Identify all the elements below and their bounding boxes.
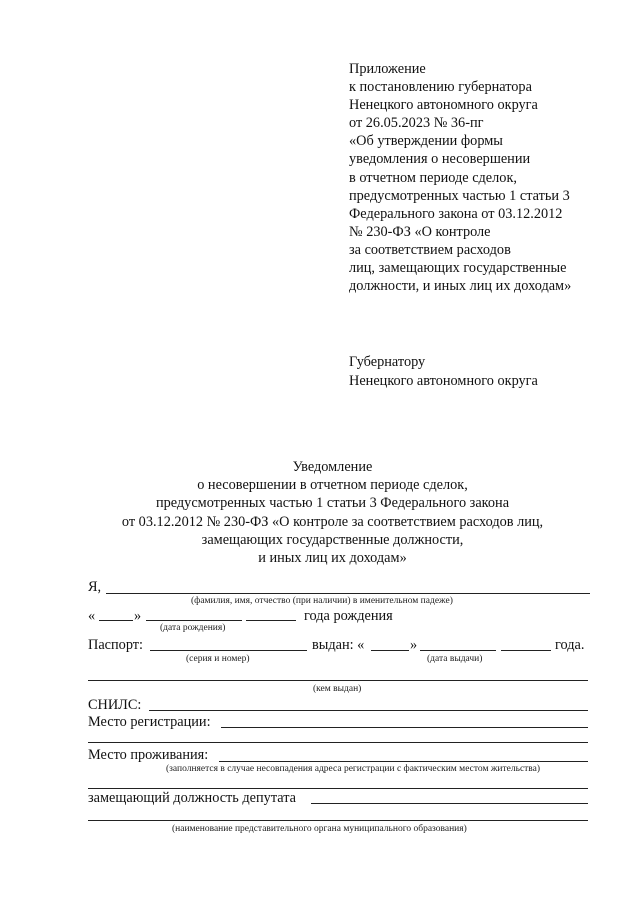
i-label: Я, <box>88 579 102 595</box>
issue-month-field[interactable] <box>420 650 496 651</box>
addressee-line: Ненецкого автономного округа <box>349 372 538 389</box>
notice-title-line: от 03.12.2012 № 230-ФЗ «О контроле за соответствием расходов лиц, <box>121 513 544 530</box>
notice-title-line: и иных лиц их доходам» <box>258 550 407 567</box>
org-caption: (наименование представительного органа муниципального образования) <box>172 824 467 834</box>
appendix-line: за соответствием расходов <box>349 241 511 258</box>
issued-quote-close: » <box>410 637 418 653</box>
fio-caption: (фамилия, имя, отчество (при наличии) в именительном падеже) <box>191 596 453 606</box>
appendix-line: № 230-ФЗ «О контроле <box>349 223 491 240</box>
notice-title <box>80 458 585 567</box>
addressee-line: Губернатору <box>349 354 426 370</box>
appendix-line: Федерального закона от 03.12.2012 <box>349 205 563 222</box>
birth-year-field[interactable] <box>246 620 296 621</box>
addressee-block <box>349 353 629 390</box>
fio-field[interactable] <box>106 593 590 594</box>
notice-heading: Уведомление <box>292 459 373 475</box>
residence-caption: (заполняется в случае несовпадения адреса регистрации с фактическим местом жительства) <box>166 764 541 774</box>
appendix-line: уведомления о несовершении <box>349 151 531 168</box>
registration-field[interactable] <box>221 727 588 728</box>
appendix-line: должности, и иных лиц их доходам» <box>349 278 572 295</box>
issue-day-field[interactable] <box>371 650 409 651</box>
deputy-field[interactable] <box>311 803 588 804</box>
residence-label: Место проживания: <box>88 747 209 763</box>
snils-label: СНИЛС: <box>88 697 142 713</box>
birth-month-field[interactable] <box>146 620 242 621</box>
notice-title-line: о несовершении в отчетном периоде сделок, <box>197 477 468 494</box>
series-caption: (серия и номер) <box>186 654 250 664</box>
snils-field[interactable] <box>149 710 588 711</box>
birth-year-label: года рождения <box>304 608 393 624</box>
appendix-line: предусмотренных частью 1 статьи 3 <box>349 187 570 204</box>
appendix-line: Приложение <box>349 61 426 77</box>
notice-title-line: замещающих государственные должности, <box>201 531 464 548</box>
appendix-line: «Об утверждении формы <box>349 133 503 150</box>
birth-date-caption: (дата рождения) <box>160 623 226 633</box>
registration-field-continued[interactable] <box>88 742 588 743</box>
deputy-label: замещающий должность депутата <box>88 790 296 806</box>
passport-label: Паспорт: <box>88 637 143 653</box>
appendix-line: к постановлению губернатора <box>349 79 532 96</box>
birth-quote-close: » <box>134 608 142 624</box>
appendix-line: в отчетном периоде сделок, <box>349 169 517 186</box>
appendix-line: Ненецкого автономного округа <box>349 97 538 114</box>
year-suffix: года. <box>555 637 585 653</box>
issued-label: выдан: « <box>312 637 365 653</box>
issue-date-caption: (дата выдачи) <box>427 654 483 664</box>
birth-day-field[interactable] <box>99 620 133 621</box>
issued-by-field[interactable] <box>88 680 588 681</box>
appendix-line: лиц, замещающих государственные <box>349 260 567 277</box>
appendix-line: от 26.05.2023 № 36-пг <box>349 115 484 132</box>
passport-number-field[interactable] <box>150 650 307 651</box>
issue-year-field[interactable] <box>501 650 551 651</box>
appendix-header <box>349 60 639 295</box>
representative-body-field[interactable] <box>88 820 588 821</box>
residence-field[interactable] <box>219 761 588 762</box>
issued-by-caption: (кем выдан) <box>313 684 362 694</box>
birth-quote-open: « <box>88 608 96 624</box>
notice-title-line: предусмотренных частью 1 статьи 3 Федерального закона <box>155 495 510 512</box>
registration-label: Место регистрации: <box>88 714 211 730</box>
